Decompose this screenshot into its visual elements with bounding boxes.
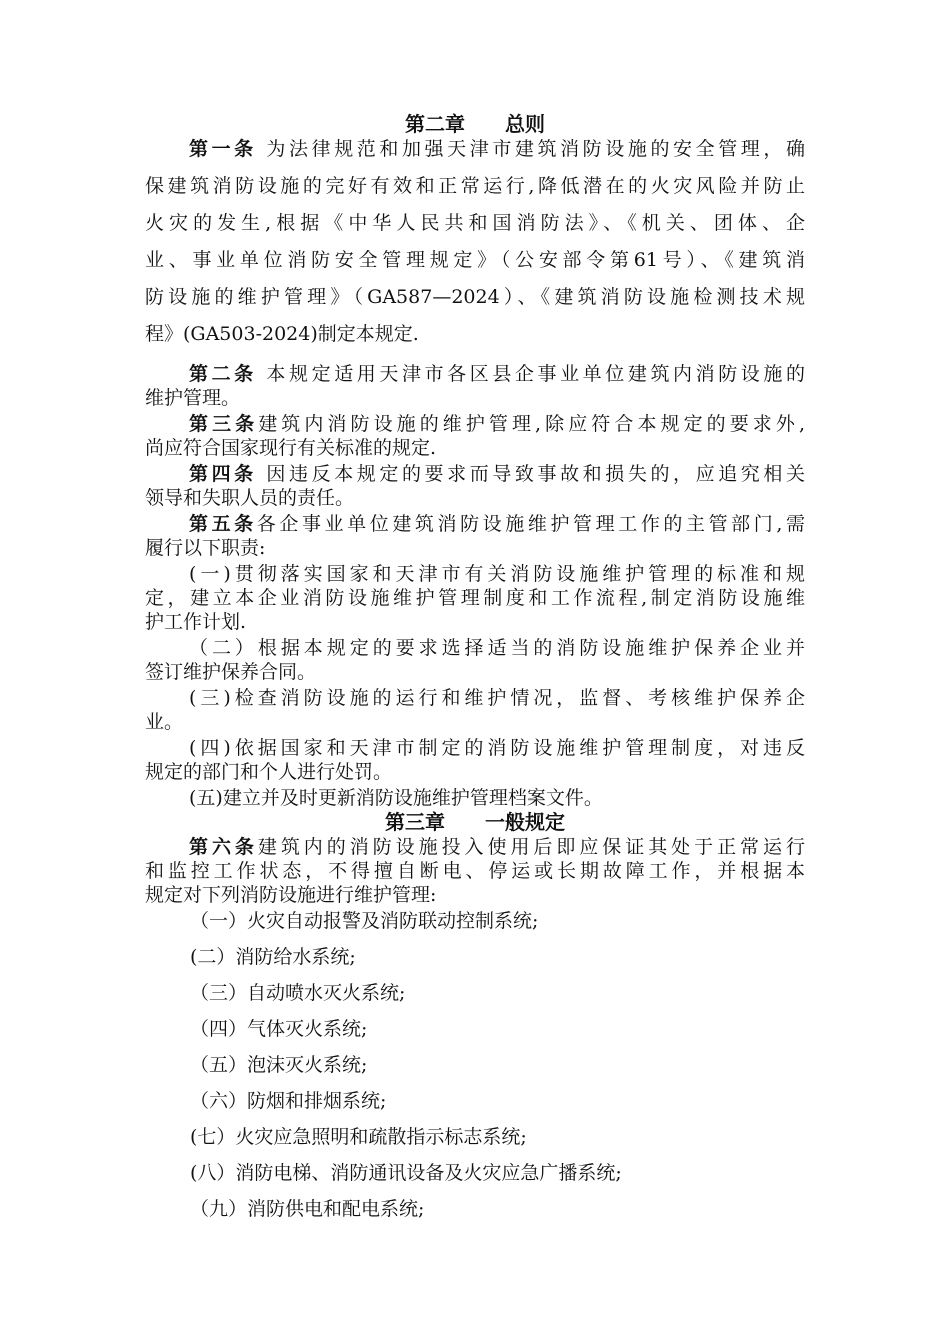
- system-item-4: （四）气体灭火系统;: [190, 1018, 368, 1040]
- system-item-1: （一）火灾自动报警及消防联动控制系统;: [190, 910, 539, 932]
- article-1-line-4: 业、事业单位消防安全管理规定》（公安部令第61号）、《建筑消: [145, 249, 805, 271]
- article-2-line-1: 第二条 本规定适用天津市各区县企事业单位建筑内消防设施的: [189, 363, 805, 385]
- article-1-line-1: 第一条 为法律规范和加强天津市建筑消防设施的安全管理，确: [189, 138, 805, 160]
- system-item-6: （六）防烟和排烟系统;: [190, 1090, 387, 1112]
- chapter-3-title: 第三章 一般规定: [385, 810, 565, 834]
- article-3-label: 第三条: [189, 413, 259, 435]
- article-5-label: 第五条: [189, 513, 257, 535]
- duty-1-line-1: (一)贯彻落实国家和天津市有关消防设施维护管理的标准和规: [189, 563, 805, 585]
- article-5-line-1: 第五条各企事业单位建筑消防设施维护管理工作的主管部门,需: [189, 513, 805, 535]
- duty-2-line-1: （二）根据本规定的要求选择适当的消防设施维护保养企业并: [189, 637, 805, 659]
- article-1-line-2: 保建筑消防设施的完好有效和正常运行,降低潜在的火灾风险并防止: [145, 175, 805, 197]
- system-item-7: (七）火灾应急照明和疏散指示标志系统;: [190, 1126, 527, 1148]
- duty-4-line-2: 规定的部门和个人进行处罚。: [145, 761, 393, 783]
- article-4-line-1: 第四条 因违反本规定的要求而导致事故和损失的，应追究相关: [189, 463, 805, 485]
- system-item-8: (八）消防电梯、消防通讯设备及火灾应急广播系统;: [190, 1162, 622, 1184]
- system-item-5: （五）泡沫灭火系统;: [190, 1054, 368, 1076]
- article-5-line-2: 履行以下职责:: [145, 537, 266, 559]
- duty-3-line-2: 业。: [145, 711, 184, 733]
- duty-1-line-2: 定，建立本企业消防设施维护管理制度和工作流程,制定消防设施维: [145, 587, 805, 609]
- article-6-label: 第六条: [189, 836, 258, 858]
- article-1-line-6: 程》(GA503-2024)制定本规定.: [145, 323, 419, 345]
- article-1-line-3: 火灾的发生,根据《中华人民共和国消防法》、《机关、团体、企: [145, 212, 805, 234]
- system-item-2: (二）消防给水系统;: [190, 946, 356, 968]
- article-1-line-5: 防设施的维护管理》（GA587—2024）、《建筑消防设施检测技术规: [145, 286, 805, 308]
- article-1-label: 第一条: [189, 138, 257, 160]
- article-3-line-1: 第三条建筑内消防设施的维护管理,除应符合本规定的要求外,: [189, 413, 805, 435]
- duty-3-line-1: (三)检查消防设施的运行和维护情况，监督、考核维护保养企: [189, 687, 805, 709]
- duty-4-line-1: (四)依据国家和天津市制定的消防设施维护管理制度，对违反: [189, 737, 805, 759]
- article-2-line-2: 维护管理。: [145, 387, 241, 409]
- system-item-9: （九）消防供电和配电系统;: [190, 1198, 425, 1220]
- article-6-line-3: 规定对下列消防设施进行维护管理:: [145, 884, 437, 906]
- article-6-line-2: 和监控工作状态，不得擅自断电、停运或长期故障工作，并根据本: [145, 860, 805, 882]
- duty-5-line-1: (五)建立并及时更新消防设施维护管理档案文件。: [189, 787, 603, 809]
- article-2-label: 第二条: [189, 363, 257, 385]
- duty-1-line-3: 护工作计划.: [145, 611, 247, 633]
- article-4-line-2: 领导和失职人员的责任。: [145, 487, 355, 509]
- system-item-3: （三）自动喷水灭火系统;: [190, 982, 406, 1004]
- article-4-label: 第四条: [189, 463, 257, 485]
- article-3-line-2: 尚应符合国家现行有关标准的规定.: [145, 437, 437, 459]
- article-6-line-1: 第六条建筑内的消防设施投入使用后即应保证其处于正常运行: [189, 836, 805, 858]
- duty-2-line-2: 签订维护保养合同。: [145, 661, 317, 683]
- chapter-2-title: 第二章 总则: [405, 112, 545, 136]
